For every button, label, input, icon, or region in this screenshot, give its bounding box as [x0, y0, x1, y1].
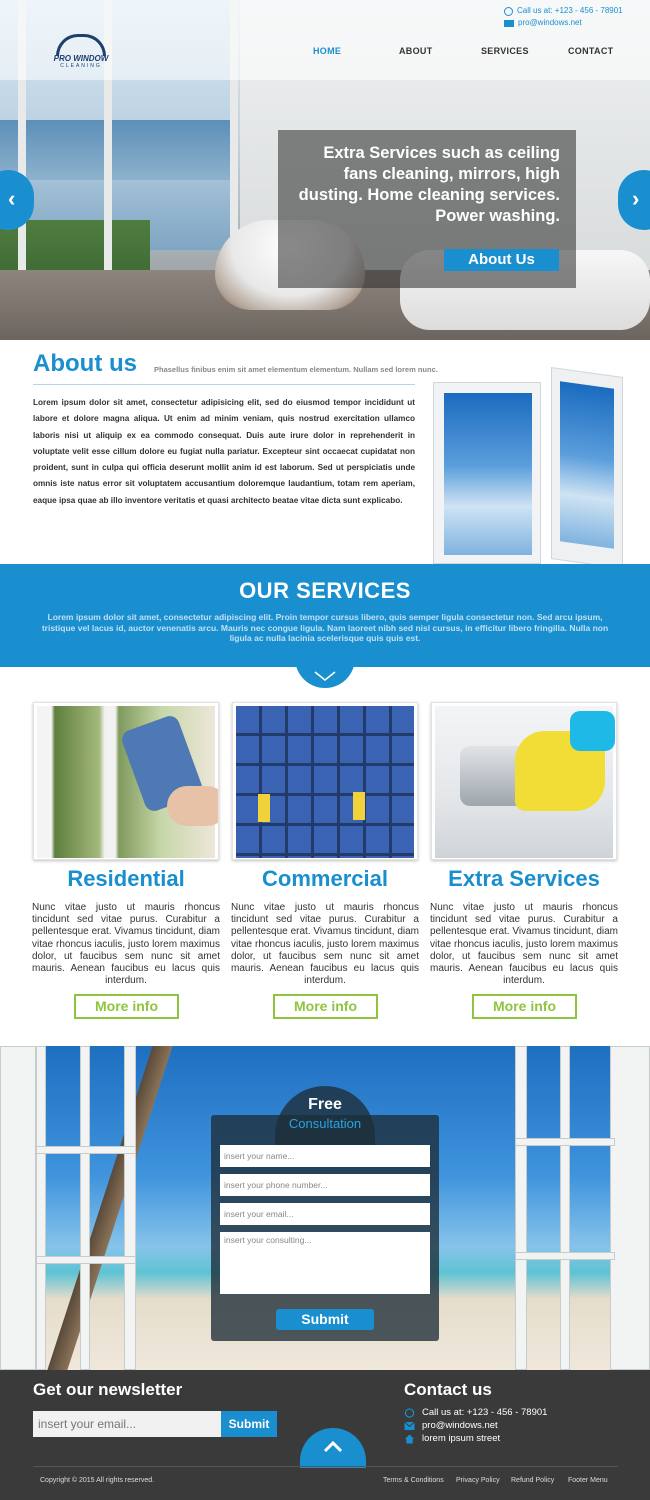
hero-sea: [0, 120, 230, 180]
chevron-left-icon: ‹: [8, 186, 16, 211]
window-frame-left: [36, 1046, 46, 1370]
commercial-title: Commercial: [262, 866, 388, 891]
contact-phone-row: [404, 1407, 547, 1418]
nav-about[interactable]: ABOUT: [399, 46, 433, 56]
commercial-text: Nunc vitae justo ut mauris rhoncus tincidunt sed vitae purus. Curabitur a pellentesque erat. Vivamus tincidunt, diam vitae rhoncus iaculis, justo lorem maximus dolor, ut faucibus sem nunc sit amet mauris. Aenean faucibus eu lacus quis interdum.: [231, 902, 419, 987]
consultation-subtitle: Consultation: [288, 1116, 362, 1131]
extra-services-title: Extra Services: [448, 866, 600, 891]
phone-input[interactable]: insert your phone number...: [220, 1174, 430, 1196]
home-icon: [404, 1434, 415, 1444]
nav-home[interactable]: HOME: [313, 46, 342, 56]
about-divider: [33, 384, 415, 385]
window-frame-right: [560, 1046, 570, 1370]
about-subtitle: Phasellus finibus enim sit amet elementum elementum. Nullam sed lorem nunc.: [154, 365, 438, 374]
logo-subtext: CLEANING: [60, 63, 102, 69]
window-frame-right: [515, 1138, 615, 1146]
consultation-title: Free: [308, 1096, 342, 1113]
logo-window-icon: [56, 34, 106, 56]
newsletter-email-input[interactable]: insert your email...: [33, 1411, 221, 1437]
window-frame-left: [36, 1146, 136, 1154]
copyright: Copyright © 2015 All rights reserved.: [40, 1477, 155, 1484]
building-grid: [236, 706, 414, 858]
header-contact: [504, 5, 623, 29]
worker-shape: [353, 792, 365, 820]
about-window-image: [433, 372, 623, 564]
extra-services-photo: [435, 706, 613, 858]
worker-shape: [258, 794, 270, 822]
window-frame-left: [0, 1046, 36, 1370]
nav-services[interactable]: SERVICES: [481, 46, 529, 56]
footer-link-terms[interactable]: Terms & Conditions: [383, 1477, 444, 1484]
residential-text: Nunc vitae justo ut mauris rhoncus tincidunt sed vitae purus. Curabitur a pellentesque erat. Vivamus tincidunt, diam vitae rhoncus iaculis, justo lorem maximus dolor, ut faucibus sem nunc sit amet mauris. Aenean faucibus eu lacus quis interdum.: [32, 902, 220, 987]
services-description: Lorem ipsum dolor sit amet, consectetur adipiscing elit. Proin tempor cursus libero, quis semper ligula consectetur non. Sed arcu ipsum, tristique vel lacus id, auctor venenatis arcu. Mauris nec congue ligula. Nam laoreet nibh sed nisl cursus, in efficitur libero fringilla. Nulla non ligula ac nulla lacinia scelerisque quis quis est.: [41, 612, 609, 643]
footer-link-privacy[interactable]: Privacy Policy: [456, 1477, 500, 1484]
residential-image: [33, 702, 219, 860]
footer-link-refund[interactable]: Refund Policy: [511, 1477, 555, 1484]
window-frame-right: [515, 1252, 615, 1260]
chevron-down-icon: [314, 671, 336, 681]
commercial-photo: [236, 706, 414, 858]
commercial-image: [232, 702, 418, 860]
consultation-submit-button[interactable]: Submit: [276, 1309, 374, 1330]
about-us-button[interactable]: About Us: [444, 249, 559, 271]
extra-services-more-info-button[interactable]: More info: [472, 994, 577, 1019]
header-phone: Call us at: +123 - 456 - 78901: [517, 6, 623, 15]
phone-icon: [404, 1408, 415, 1418]
services-scroll-tab[interactable]: [295, 648, 355, 688]
contact-email-row: [404, 1420, 498, 1431]
extra-services-image: [431, 702, 617, 860]
residential-more-info-button[interactable]: More info: [74, 994, 179, 1019]
footer-link-menu[interactable]: Footer Menu: [568, 1477, 608, 1484]
window-frame-right: [515, 1046, 527, 1370]
commercial-more-info-button[interactable]: More info: [273, 994, 378, 1019]
hand-shape: [167, 786, 219, 826]
mail-icon: [404, 1421, 415, 1431]
chevron-up-icon: [323, 1441, 343, 1453]
email-input[interactable]: insert your email...: [220, 1203, 430, 1225]
phone-icon: [504, 7, 513, 16]
window-glass: [444, 393, 532, 555]
window-open-pane: [551, 367, 623, 569]
mail-icon: [504, 20, 514, 27]
window-frame: [433, 382, 541, 564]
contact-phone: Call us at: +123 - 456 - 78901: [422, 1407, 548, 1418]
window-frame-left: [124, 1046, 136, 1370]
consulting-textarea[interactable]: insert your consulting...: [220, 1232, 430, 1294]
residential-photo: [37, 706, 215, 858]
palm-trunk: [47, 1046, 172, 1370]
name-input[interactable]: insert your name...: [220, 1145, 430, 1167]
logo[interactable]: [48, 34, 114, 70]
footer-divider: [33, 1466, 618, 1467]
services-title: OUR SERVICES: [239, 578, 411, 603]
chevron-right-icon: ›: [632, 186, 640, 211]
window-glass: [560, 381, 614, 549]
about-body: Lorem ipsum dolor sit amet, consectetur adipisicing elit, sed do eiusmod tempor incididunt ut labore et dolore magna aliqua. Ut enim ad minim veniam, quis nostrud exercitation ullamco laboris nisi ut aliquip ex ea commodo consequat. Duis aute irure dolor in reprehenderit in voluptate velit esse cillum dolore eu fugiat nulla pariatur. Excepteur sint occaecat cupidatat non proident, sunt in culpa qui officia deserunt mollit anim id est laborum. Sed ut perspiciatis unde omnis iste natus error sit voluptatem accusantium doloremque laudantium, totam rem aperiam, eaque ipsa quae ab illo inventore veritatis et quasi architecto beatae vitae dicta sunt explicabo.: [33, 398, 415, 505]
nav-contact[interactable]: CONTACT: [568, 46, 614, 56]
contact-title: Contact us: [404, 1380, 492, 1399]
window-frame-left: [36, 1256, 136, 1264]
contact-email[interactable]: pro@windows.net: [422, 1420, 498, 1431]
newsletter-title: Get our newsletter: [33, 1380, 183, 1399]
contact-address-row: [404, 1433, 500, 1444]
residential-title: Residential: [67, 866, 185, 891]
header-email[interactable]: pro@windows.net: [518, 18, 582, 27]
extra-services-text: Nunc vitae justo ut mauris rhoncus tincidunt sed vitae purus. Curabitur a pellentesque erat. Vivamus tincidunt, diam vitae rhoncus iaculis, justo lorem maximus dolor, ut faucibus sem nunc sit amet mauris. Aenean faucibus eu lacus quis interdum.: [430, 902, 618, 987]
about-title: About us: [33, 350, 137, 377]
glove-shape: [570, 711, 615, 751]
window-frame-right: [610, 1046, 650, 1370]
newsletter-submit-button[interactable]: Submit: [221, 1411, 277, 1437]
window-frame-left: [80, 1046, 90, 1370]
contact-address: lorem ipsum street: [422, 1433, 501, 1444]
hero-caption: Extra Services such as ceiling fans cleaning, mirrors, high dusting. Home cleaning services. Power washing.: [298, 144, 560, 225]
logo-text: PRO WINDOW: [53, 54, 109, 63]
